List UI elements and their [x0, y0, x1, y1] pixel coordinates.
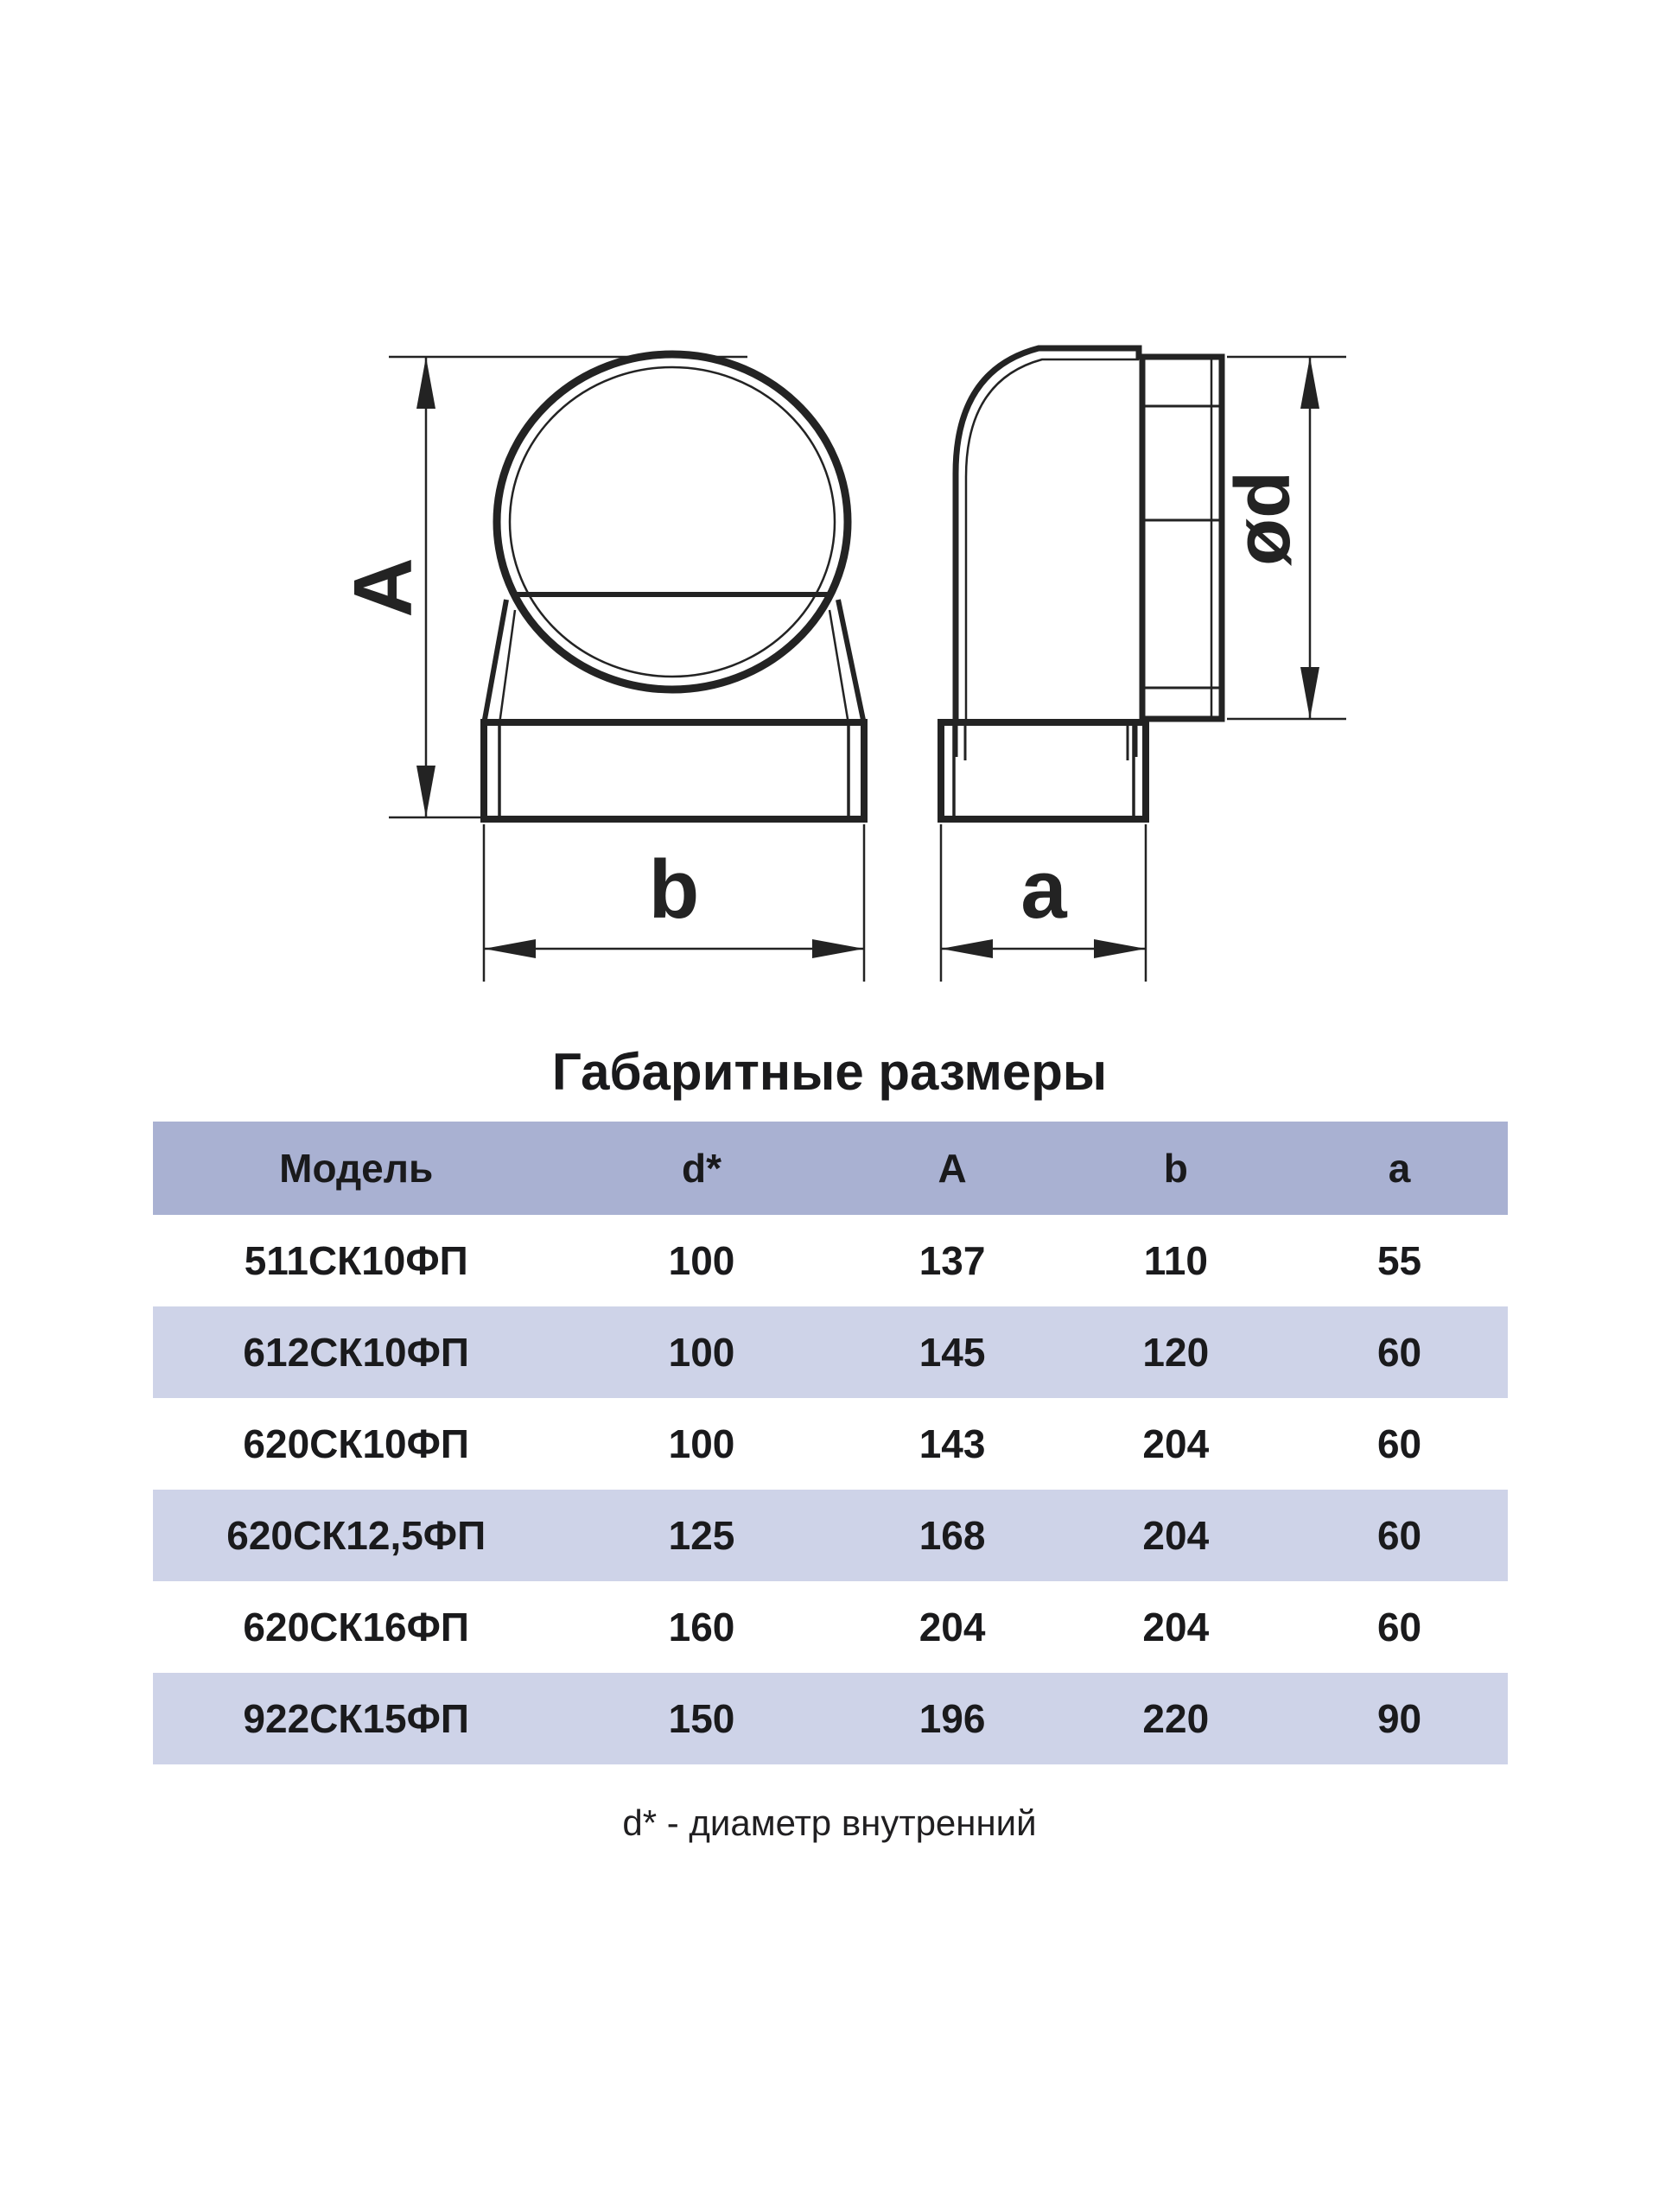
value-cell: 125 — [668, 1513, 735, 1558]
value-cell: 204 — [1142, 1605, 1210, 1649]
value-cell: 145 — [918, 1330, 986, 1375]
model-cell: 922СК15ФП — [243, 1696, 469, 1741]
arrow-left — [941, 939, 993, 958]
footnote: d* - диаметр внутренний — [622, 1802, 1037, 1843]
flat-socket-side — [941, 722, 1146, 819]
value-cell: 168 — [918, 1513, 986, 1558]
value-cell: 204 — [1142, 1421, 1210, 1466]
table-row — [153, 1215, 1508, 1306]
column-header: Модель — [279, 1146, 434, 1191]
table-row — [153, 1581, 1508, 1673]
duct-outer-ring — [497, 354, 848, 690]
value-cell: 60 — [1376, 1513, 1422, 1558]
page-title: Габаритные размеры — [551, 1043, 1108, 1101]
arrow-right — [812, 939, 864, 958]
dims-table — [153, 1122, 1508, 1764]
arrow-up — [416, 357, 435, 409]
model-cell: 511СК10ФП — [244, 1238, 468, 1283]
arrow-down — [1300, 667, 1319, 719]
value-cell: 60 — [1376, 1421, 1422, 1466]
value-cell: 204 — [1142, 1513, 1210, 1558]
flat-socket-front — [484, 722, 864, 819]
model-cell: 620СК10ФП — [243, 1421, 469, 1466]
value-cell: 60 — [1376, 1605, 1422, 1649]
value-cell: 160 — [668, 1605, 735, 1649]
label-a: a — [1020, 843, 1067, 936]
side-view — [941, 348, 1222, 819]
elbow-duct-diagram — [0, 0, 1659, 1002]
table-row — [153, 1398, 1508, 1490]
arrow-down — [416, 766, 435, 817]
model-cell: 620СК12,5ФП — [226, 1513, 486, 1558]
value-cell: 100 — [668, 1238, 735, 1283]
dims-table-body — [153, 1215, 1508, 1764]
elbow-body-outline — [956, 348, 1142, 722]
value-cell: 220 — [1142, 1696, 1210, 1741]
label-diameter: ød — [1220, 471, 1306, 566]
value-cell: 143 — [918, 1421, 986, 1466]
value-cell: 100 — [668, 1421, 735, 1466]
label-b: b — [648, 843, 700, 936]
value-cell: 100 — [668, 1330, 735, 1375]
value-cell: 55 — [1376, 1238, 1422, 1283]
value-cell: 204 — [918, 1605, 986, 1649]
value-cell: 60 — [1376, 1330, 1422, 1375]
dims-table-head-row — [153, 1122, 1508, 1215]
technical-drawing — [0, 0, 1659, 1002]
label-A: A — [337, 557, 429, 618]
value-cell: 90 — [1376, 1696, 1422, 1741]
column-header: b — [1163, 1146, 1188, 1191]
table-row — [153, 1306, 1508, 1398]
model-cell: 612СК10ФП — [243, 1330, 469, 1375]
front-view — [484, 354, 864, 819]
value-cell: 110 — [1143, 1238, 1208, 1283]
model-cell: 620СК16ФП — [243, 1605, 469, 1649]
value-cell: 196 — [918, 1696, 986, 1741]
column-header: A — [938, 1146, 967, 1191]
table-row — [153, 1673, 1508, 1764]
column-header: d* — [682, 1146, 722, 1191]
arrow-left — [484, 939, 536, 958]
dimensions-table — [153, 1122, 1508, 1764]
arrow-up — [1300, 357, 1319, 409]
arrow-right — [1094, 939, 1146, 958]
column-header: a — [1388, 1146, 1411, 1191]
table-row — [153, 1490, 1508, 1581]
value-cell: 120 — [1142, 1330, 1210, 1375]
round-spigot-side — [1142, 357, 1222, 719]
transition-right-outer — [838, 600, 864, 724]
value-cell: 150 — [668, 1696, 735, 1741]
value-cell: 137 — [918, 1238, 986, 1283]
